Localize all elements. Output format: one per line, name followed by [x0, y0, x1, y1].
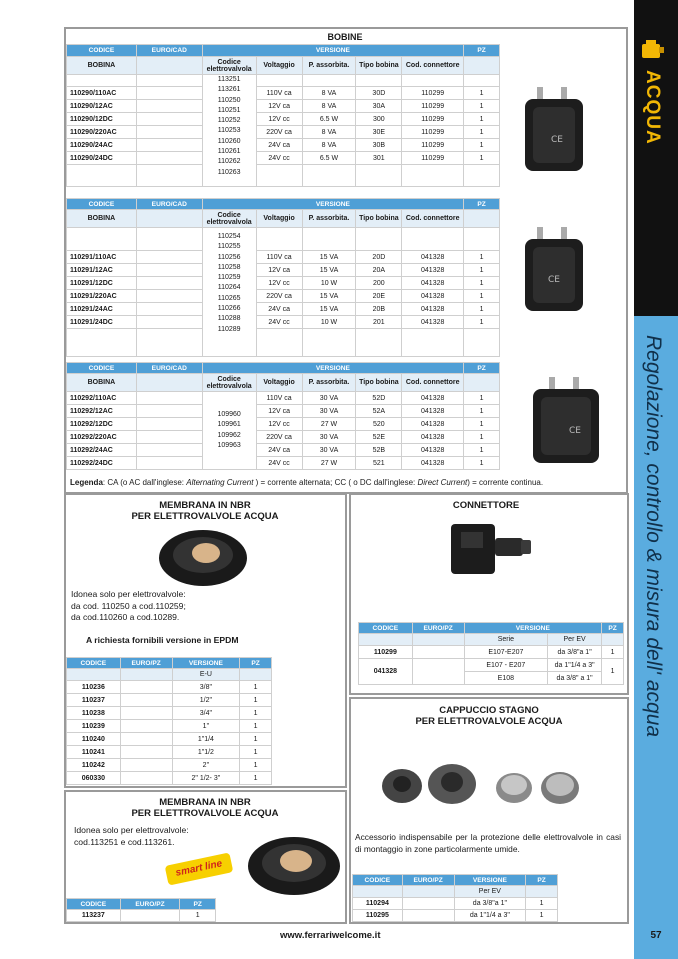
membrane-image [246, 833, 342, 897]
legend: Legenda: CA (o AC dall'inglese: Alternating Current ) = corrente alternata; CC ( o DC dall'inglese: Direct Current) = corrente continua. [70, 478, 544, 487]
membrana-table-1: CODICE EURO/PZ VERSIONE PZ E-U 110236 3/8" 1 110237 1/2" 1 110238 3/4" 1 110239 1" 1 110240 1"1/4 1 110241 1"1/2 1 110242 2" 1 060330 2" 1/2- 3" 1 [66, 657, 272, 785]
table-row: 110236 3/8" 1 [67, 681, 272, 694]
elettrovalvole-list: 110254 110255 110256 110258 110259 110264 110265 110266 110288 110289 [202, 228, 256, 357]
table-row: E108 da 3/8" a 1" [359, 672, 624, 685]
membrana-desc-2: Idonea solo per elettrovalvole: cod.113251 e cod.113261. [74, 825, 189, 847]
smart-line-badge: smart line [165, 852, 234, 885]
bobine-title: BOBINE [327, 32, 363, 42]
cappuccio-title: CAPPUCCIO STAGNO PER ELETTROVALVOLE ACQUA [415, 705, 563, 727]
svg-text:CE: CE [551, 135, 563, 145]
table-row: 110291/220AC 220V ca 15 VA 20E 041328 1 [67, 290, 500, 303]
table-row: 110240 1"1/4 1 [67, 733, 272, 746]
coil-image [515, 85, 593, 175]
table-row: 110294 da 3/8"a 1" 1 [353, 898, 558, 910]
table-row: 110292/220AC 220V ca 30 VA 52E 041328 1 [67, 431, 500, 444]
table-row: 110242 2" 1 [67, 759, 272, 772]
table-row: 110292/24DC 24V cc 27 W 521 041328 1 [67, 457, 500, 470]
cappuccio-desc: Accessorio indispensabile per la protezione delle elettrovalvole in casi di montaggio in zone particolarmente umide. [355, 832, 621, 854]
bobine-table-2: CODICE EURO/CAD VERSIONE PZ BOBINA Codice elettrovalvola Voltaggio P. assorbita. Tipo bobina Cod. connettore 110254 110255 110256 110258 110259 110264 110265 110266 110288 110289 110291/110AC 110V ca 15 VA 20D 041328 1 110291/12AC 12V ca 15 VA 20A 041328 1 110291/12DC 12V cc 10 W 200 041328 1 110291/220AC 220V ca 15 VA 20E 041328 1 110291/24AC 24V ca 15 VA 20B 041328 1 110291/24DC 24V cc 10 W 201 041328 1 [66, 198, 500, 357]
col-voltaggio: Voltaggio [256, 57, 302, 75]
table-row: 110290/12AC 12V ca 8 VA 30A 110299 1 [67, 100, 500, 113]
col-potenza: P. assorbita. [302, 57, 356, 75]
connettore-table: CODICE EURO/PZ VERSIONE PZ Serie Per EV 110299 E107-E207 da 3/8"a 1" 1 041328 E107 - E207 da 1"1/4 a 3" 1 E108 da 3/8" a 1" [358, 622, 624, 685]
table-row: 110290/12DC 12V cc 6.5 W 300 110299 1 [67, 113, 500, 126]
table-row: 110241 1"1/2 1 [67, 746, 272, 759]
table-row: 110291/24DC 24V cc 10 W 201 041328 1 [67, 316, 500, 329]
col-tipo: Tipo bobina [356, 57, 402, 75]
section-subject: Regolazione, controllo & misura dell' acqua [642, 335, 665, 738]
svg-text:CE: CE [548, 275, 560, 285]
table-row: 110290/24AC 24V ca 8 VA 30B 110299 1 [67, 139, 500, 152]
membrane-image [158, 525, 248, 587]
coil-image [527, 375, 605, 467]
table-row: 110291/24AC 24V ca 15 VA 20B 041328 1 [67, 303, 500, 316]
table-row: 110290/24DC 24V cc 6.5 W 301 110299 1 [67, 152, 500, 165]
table-row: 110290/220AC 220V ca 8 VA 30E 110299 1 [67, 126, 500, 139]
membrana-title-1: MEMBRANA IN NBR PER ELETTROVALVOLE ACQUA [131, 500, 279, 522]
table-row: 110290/110AC 110V ca 8 VA 30D 110299 1 [67, 87, 500, 100]
connettore-title: CONNETTORE [452, 500, 520, 511]
table-row: 110239 1" 1 [67, 720, 272, 733]
table-row: 060330 2" 1/2- 3" 1 [67, 772, 272, 785]
bobine-table-1 [66, 44, 500, 187]
table-row: 110292/12DC 12V cc 27 W 520 041328 1 [67, 418, 500, 431]
table-row: 110291/110AC 110V ca 15 VA 20D 041328 1 [67, 251, 500, 264]
water-tap-icon [640, 38, 666, 64]
col-conn: Cod. connettore [402, 57, 464, 75]
membrana-table-2: CODICE EURO/PZ PZ 113237 1 [66, 898, 216, 922]
table-row: 110237 1/2" 1 [67, 694, 272, 707]
table-row: 110291/12AC 12V ca 15 VA 20A 041328 1 [67, 264, 500, 277]
table-row: 110238 3/4" 1 [67, 707, 272, 720]
table-row: 110299 E107-E207 da 3/8"a 1" 1 [359, 646, 624, 659]
col-bobina: BOBINA [67, 57, 137, 75]
category-label: ACQUA [642, 70, 663, 145]
elettrovalvole-list: 113251 113261 110250 110251 110252 110253 110260 110261 110262 110263 [202, 75, 256, 187]
cappuccio-table: CODICE EURO/PZ VERSIONE PZ Per EV 110294 da 3/8"a 1" 1 110295 da 1"1/4 a 3" 1 [352, 874, 558, 922]
bobine-table-3: CODICE EURO/CAD VERSIONE PZ BOBINA Codice elettrovalvola Voltaggio P. assorbita. Tipo bobina Cod. connettore 110292/110AC 109960 109961 109962 109963 110V ca 30 VA 52D 041328 1 110292/12AC 12V ca 30 VA 52A 041328 1 110292/12DC 12V cc 27 W 520 041328 1 110292/220AC 220V ca 30 VA 52E 041328 1 110292/24AC 24V ca 30 VA 52B 041328 1 110292/24DC 24V cc 27 W 521 041328 1 [66, 362, 500, 470]
table-row: 110292/24AC 24V ca 30 VA 52B 041328 1 [67, 444, 500, 457]
table-row: 041328 E107 - E207 da 1"1/4 a 3" 1 [359, 659, 624, 672]
table-row: 110291/12DC 12V cc 10 W 200 041328 1 [67, 277, 500, 290]
table-row: 110292/110AC 109960 109961 109962 109963 110V ca 30 VA 52D 041328 1 [67, 392, 500, 405]
col-euro: EURO/CAD [136, 45, 202, 57]
table-row: 110295 da 1"1/4 a 3" 1 [353, 910, 558, 922]
col-codice-ev: Codice elettrovalvola [202, 57, 256, 75]
page-number: 57 [650, 930, 662, 941]
table-row: 113237 1 [67, 910, 216, 922]
cap-image [380, 760, 580, 808]
membrana-note: A richiesta fornibili versione in EPDM [86, 635, 239, 645]
col-codice: CODICE [67, 45, 137, 57]
membrana-desc-1: Idonea solo per elettrovalvole: da cod. 110250 a cod.110259; da cod.110260 a cod.10289. [71, 589, 186, 622]
col-pz: PZ [464, 45, 500, 57]
coil-image [515, 225, 593, 315]
membrana-title-2: MEMBRANA IN NBR PER ELETTROVALVOLE ACQUA [131, 797, 279, 819]
svg-text:CE: CE [569, 426, 581, 436]
website-link[interactable]: www.ferrariwelcome.it [280, 930, 381, 941]
connector-image [447, 518, 533, 580]
col-versione: VERSIONE [202, 45, 463, 57]
elettrovalvole-list: 109960 109961 109962 109963 [202, 392, 256, 470]
table-row: 110292/12AC 12V ca 30 VA 52A 041328 1 [67, 405, 500, 418]
